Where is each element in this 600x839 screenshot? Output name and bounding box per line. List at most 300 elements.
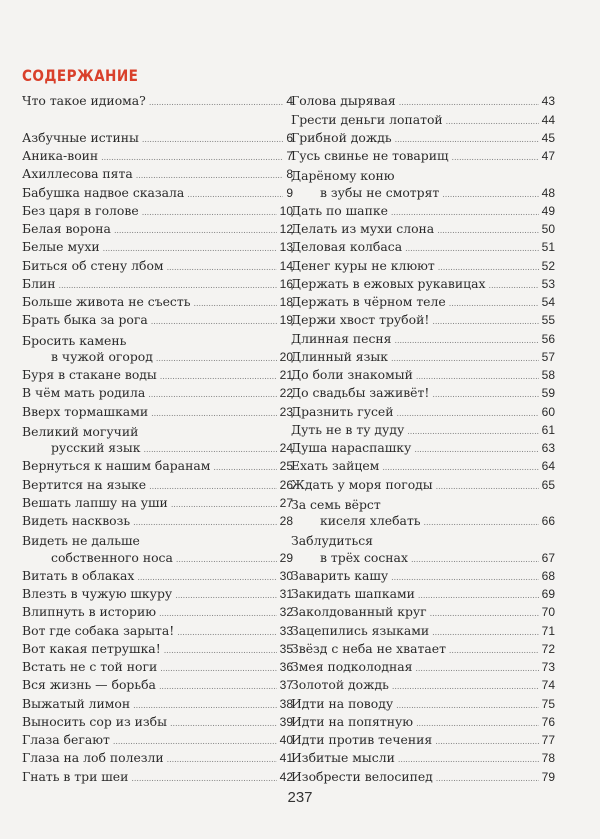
toc-row [22, 424, 293, 440]
toc-entry-title: Денег куры не клюют [291, 257, 435, 273]
toc-dot-leader [438, 258, 539, 276]
toc-entry-line [22, 550, 293, 568]
toc-entry-line [291, 240, 555, 258]
toc-entry-page: 68 [541, 568, 555, 583]
toc-entry-page: 70 [541, 605, 555, 620]
toc-dot-leader [213, 458, 276, 476]
toc-entry-page: 53 [541, 276, 555, 291]
toc-dot-leader [167, 258, 277, 276]
toc-row [22, 404, 293, 422]
toc-row [291, 385, 555, 403]
toc-row [291, 258, 555, 276]
toc-dot-leader [151, 312, 277, 330]
toc-dot-leader [436, 769, 539, 787]
toc-dot-leader [432, 385, 538, 403]
toc-row [22, 550, 293, 568]
toc-entry-title: в трёх соснах [320, 549, 408, 565]
toc-row [22, 714, 293, 732]
toc-dot-leader [149, 477, 277, 495]
toc-dot-leader [405, 239, 539, 257]
toc-dot-leader [177, 623, 276, 641]
toc-row [291, 604, 555, 622]
toc-entry-line [291, 514, 555, 532]
toc-entry-title: Вот какая петрушка! [22, 640, 161, 656]
toc-dot-leader [133, 696, 276, 714]
toc-row [291, 312, 555, 330]
toc-entry-title: Дарёному коню [291, 168, 395, 184]
toc-entry-title: Звёзд с неба не хватает [291, 640, 446, 656]
toc-entry-title: Белая ворона [22, 221, 111, 236]
toc-row [22, 769, 293, 787]
toc-entry-page: 51 [541, 240, 555, 255]
toc-row [22, 367, 293, 385]
toc-entry-page: 18 [279, 295, 293, 309]
toc-row [22, 333, 293, 349]
toc-row [291, 148, 555, 166]
toc-entry-line [22, 258, 293, 276]
toc-row [22, 276, 293, 294]
toc-entry-line [291, 131, 555, 149]
toc-row [22, 349, 293, 367]
toc-row [22, 221, 293, 239]
toc-entry-line [22, 477, 293, 495]
toc-entry-page: 21 [279, 368, 293, 382]
toc-row [22, 568, 293, 586]
toc-row [291, 239, 555, 257]
toc-entry-line [22, 331, 293, 349]
toc-entry-line [22, 587, 293, 605]
toc-entry-line [291, 368, 555, 386]
toc-dot-leader [137, 568, 276, 586]
toc-row [22, 533, 293, 549]
toc-dot-leader [103, 239, 277, 257]
toc-row [291, 294, 555, 312]
toc-row [291, 550, 555, 568]
toc-entry-line [22, 204, 293, 222]
toc-dot-leader [399, 93, 539, 111]
toc-entry-title: Держать в ежовых рукавицах [291, 275, 486, 291]
toc-entry-page: 32 [279, 605, 293, 620]
toc-entry-page: 49 [541, 203, 555, 218]
toc-entry-title: Выжатый лимон [22, 695, 131, 711]
toc-row [22, 294, 293, 312]
toc-entry-page: 77 [541, 733, 555, 747]
toc-entry-page: 4 [286, 94, 293, 109]
toc-row [22, 93, 293, 111]
toc-entry-line [291, 94, 555, 112]
toc-entry-title: Глаза на лоб полезли [22, 750, 164, 766]
toc-entry-line [22, 678, 293, 696]
toc-dot-leader [175, 586, 276, 604]
toc-dot-leader [193, 294, 276, 312]
toc-entry-line [291, 751, 555, 769]
toc-entry-title: За семь вёрст [291, 496, 381, 512]
toc-dot-leader [101, 148, 283, 166]
toc-entry-line [291, 660, 555, 678]
toc-entry-page: 57 [541, 349, 555, 364]
toc-dot-leader [149, 93, 283, 111]
toc-entry-title: Блин [22, 275, 56, 291]
toc-row [22, 604, 293, 622]
toc-dot-leader [167, 750, 277, 768]
toc-entry-title: Грести деньги лопатой [291, 111, 443, 127]
toc-entry-title: Гнать в три шеи [22, 768, 129, 784]
toc-entry-title: Изобрести велосипед [291, 768, 433, 784]
toc-entry-line [291, 605, 555, 623]
toc-entry-page: 50 [541, 222, 555, 236]
toc-entry-page: 79 [541, 769, 555, 784]
toc-entry-page: 20 [279, 349, 293, 364]
toc-entry-page: 12 [279, 222, 293, 236]
toc-row [291, 732, 555, 750]
toc-entry-line [291, 313, 555, 331]
toc-entry-title: Золотой дождь [291, 677, 389, 693]
toc-entry-line [22, 514, 293, 532]
toc-dot-leader [449, 641, 539, 659]
toc-entry-line [291, 167, 555, 185]
toc-dot-leader [160, 659, 276, 677]
toc-row [22, 732, 293, 750]
toc-dot-leader [136, 166, 284, 184]
toc-dot-leader [160, 367, 277, 385]
toc-dot-leader [416, 714, 539, 732]
toc-row [291, 422, 555, 440]
toc-dot-leader [396, 696, 538, 714]
toc-row [291, 714, 555, 732]
toc-row [291, 93, 555, 111]
toc-row [291, 533, 555, 549]
toc-entry-page: 25 [279, 459, 293, 474]
toc-row [291, 404, 555, 422]
toc-entry-page: 76 [541, 714, 555, 729]
toc-row [22, 696, 293, 714]
toc-entry-line [291, 623, 555, 641]
toc-entry-title: Встать не с той ноги [22, 659, 158, 674]
toc-entry-line [22, 112, 293, 149]
toc-entry-title: Аника-воин [22, 148, 99, 163]
toc-entry-line [291, 733, 555, 751]
toc-row [291, 677, 555, 695]
toc-entry-page: 9 [286, 185, 293, 200]
toc-entry-line [291, 258, 555, 276]
toc-row [291, 769, 555, 787]
toc-entry-line [22, 149, 293, 167]
toc-entry-page: 36 [279, 660, 293, 674]
toc-row [291, 168, 555, 184]
toc-row [291, 112, 555, 130]
toc-row [22, 641, 293, 659]
toc-entry-line [291, 696, 555, 714]
toc-row [22, 312, 293, 330]
toc-dot-leader [170, 714, 277, 732]
toc-row [291, 623, 555, 641]
toc-dot-leader [59, 276, 277, 294]
toc-entry-page: 44 [541, 112, 555, 127]
toc-entry-page: 42 [279, 769, 293, 784]
toc-entry-line [22, 404, 293, 422]
toc-entry-page: 43 [541, 94, 555, 109]
toc-entry-title: Вертится на языке [22, 476, 147, 492]
toc-entry-page: 71 [541, 623, 555, 638]
toc-entry-page: 27 [279, 495, 293, 510]
toc-row [291, 221, 555, 239]
toc-dot-leader [435, 732, 538, 750]
toc-entry-title: Дуть не в ту дуду [291, 421, 405, 437]
toc-dot-leader [397, 404, 539, 422]
toc-entry-title: Влезть в чужую шкуру [22, 586, 173, 601]
toc-entry-line [22, 733, 293, 751]
toc-entry-title: Закидать шапками [291, 586, 415, 601]
toc-entry-line [291, 277, 555, 295]
toc-entry-line [22, 240, 293, 258]
toc-entry-title: Зацепились языками [291, 622, 430, 638]
toc-row [291, 513, 555, 531]
toc-entry-line [291, 222, 555, 240]
toc-row [22, 440, 293, 458]
toc-entry-page: 40 [279, 733, 293, 747]
toc-row [291, 641, 555, 659]
toc-entry-title: Великий могучий [22, 423, 139, 439]
toc-entry-title: Держи хвост трубой! [291, 312, 430, 328]
toc-entry-page: 63 [541, 441, 555, 455]
toc-dot-leader [414, 440, 538, 458]
toc-entry-title: Что такое идиома? [22, 93, 146, 109]
toc-entry-page: 69 [541, 587, 555, 601]
toc-entry-page: 39 [279, 714, 293, 729]
toc-dot-leader [430, 604, 539, 622]
toc-entry-line [291, 642, 555, 660]
toc-entry-title: Выносить сор из избы [22, 713, 167, 729]
toc-entry-line [291, 496, 555, 514]
toc-entry-page: 38 [279, 696, 293, 711]
toc-entry-title: Азбучные истины [22, 129, 139, 145]
toc-entry-title: Глаза бегают [22, 732, 110, 747]
toc-dot-leader [407, 422, 538, 440]
toc-row [291, 458, 555, 476]
toc-dot-leader [391, 203, 539, 221]
toc-entry-title: Вот где собака зарыта! [22, 622, 175, 638]
toc-entry-line [22, 277, 293, 295]
toc-dot-leader [159, 604, 277, 622]
toc-dot-leader [131, 769, 276, 787]
toc-entry-line [291, 331, 555, 349]
toc-row [22, 203, 293, 221]
toc-dot-leader [382, 458, 538, 476]
toc-dot-leader [391, 568, 538, 586]
toc-entry-line [22, 185, 293, 203]
toc-entry-title: Без царя в голове [22, 202, 139, 218]
toc-entry-title: Гусь свинье не товарищ [291, 148, 449, 163]
contents-heading: СОДЕРЖАНИЕ [22, 66, 139, 85]
toc-entry-page: 60 [541, 404, 555, 419]
toc-entry-page: 8 [286, 167, 293, 182]
toc-entry-line [22, 569, 293, 587]
toc-entry-title: До боли знакомый [291, 367, 413, 382]
toc-entry-page: 66 [541, 514, 555, 528]
toc-entry-line [291, 185, 555, 203]
toc-entry-page: 64 [541, 459, 555, 474]
toc-entry-title: Заблудиться [291, 533, 373, 549]
toc-dot-leader [436, 477, 539, 495]
toc-entry-page: 65 [541, 477, 555, 492]
toc-entry-page: 28 [279, 514, 293, 528]
toc-entry-line [291, 587, 555, 605]
toc-column-left [22, 94, 293, 788]
toc-dot-leader [449, 294, 539, 312]
toc-row [291, 477, 555, 495]
toc-entry-line [291, 769, 555, 787]
toc-entry-title: Вешать лапшу на уши [22, 494, 168, 510]
toc-entry-page: 29 [279, 550, 293, 565]
toc-entry-line [22, 496, 293, 514]
toc-entry-page: 54 [541, 295, 555, 309]
toc-entry-page: 24 [279, 441, 293, 455]
toc-dot-leader [398, 750, 539, 768]
toc-dot-leader [113, 732, 277, 750]
toc-entry-page: 56 [541, 331, 555, 346]
toc-dot-leader [392, 677, 539, 695]
toc-entry-title: Ахиллесова пята [22, 166, 133, 182]
toc-entry-page: 19 [279, 313, 293, 328]
toc-dot-leader [437, 221, 538, 239]
toc-entry-line [291, 441, 555, 459]
toc-entry-title: Буря в стакане воды [22, 367, 157, 382]
toc-entry-page: 13 [279, 240, 293, 255]
toc-entry-title: До свадьбы заживёт! [291, 385, 430, 401]
toc-entry-page: 72 [541, 641, 555, 656]
toc-entry-title: Дать по шапке [291, 202, 388, 218]
toc-row [22, 623, 293, 641]
toc-dot-leader [171, 495, 277, 513]
toc-row [291, 203, 555, 221]
toc-entry-page: 48 [541, 185, 555, 200]
toc-row [22, 239, 293, 257]
toc-entry-page: 10 [279, 203, 293, 218]
toc-dot-leader [133, 513, 277, 531]
toc-entry-page: 67 [541, 550, 555, 565]
toc-entry-page: 78 [541, 751, 555, 766]
toc-entry-page: 7 [286, 149, 293, 163]
toc-entry-line [22, 368, 293, 386]
toc-entry-line [291, 532, 555, 550]
toc-entry-page: 73 [541, 660, 555, 674]
toc-entry-page: 52 [541, 258, 555, 273]
toc-dot-leader [418, 586, 539, 604]
toc-row [291, 696, 555, 714]
toc-dot-leader [142, 130, 283, 148]
toc-entry-line [22, 696, 293, 714]
toc-entry-line [22, 660, 293, 678]
toc-dot-leader [424, 513, 539, 531]
toc-dot-leader [164, 641, 277, 659]
toc-row [291, 659, 555, 677]
toc-row [291, 568, 555, 586]
toc-entry-title: Дразнить гусей [291, 403, 394, 419]
toc-entry-line [291, 550, 555, 568]
toc-entry-page: 55 [541, 313, 555, 328]
toc-entry-page: 37 [279, 678, 293, 693]
toc-entry-title: Избитые мысли [291, 750, 395, 766]
toc-entry-line [291, 204, 555, 222]
toc-entry-line [22, 386, 293, 404]
toc-entry-line [22, 313, 293, 331]
toc-dot-leader [415, 659, 538, 677]
toc-dot-leader [416, 367, 539, 385]
toc-row [22, 130, 293, 148]
toc-row [291, 349, 555, 367]
page-number: 237 [287, 789, 313, 806]
toc-entry-line [22, 167, 293, 185]
toc-entry-page: 58 [541, 368, 555, 382]
toc-entry-title: Вся жизнь — борьба [22, 677, 156, 693]
toc-dot-leader [156, 349, 277, 367]
toc-row [291, 586, 555, 604]
toc-entry-line [22, 350, 293, 368]
toc-entry-title: Ждать у моря погоды [291, 476, 433, 492]
toc-entry-title: Брать быка за рога [22, 312, 148, 328]
toc-entry-line [291, 112, 555, 130]
toc-dot-leader [394, 331, 538, 349]
toc-entry-title: Бабушка надвое сказала [22, 184, 185, 200]
toc-entry-line [291, 715, 555, 733]
toc-row [22, 659, 293, 677]
toc-row [291, 497, 555, 513]
toc-entry-title: Видеть не дальше [22, 533, 140, 549]
toc-row [291, 367, 555, 385]
toc-row [22, 513, 293, 531]
toc-entry-page: 26 [279, 477, 293, 492]
toc-entry-page: 33 [279, 623, 293, 638]
toc-entry-page: 16 [279, 276, 293, 291]
toc-row [22, 148, 293, 166]
toc-entry-line [22, 715, 293, 733]
toc-dot-leader [432, 312, 538, 330]
toc-dot-leader [148, 385, 276, 403]
toc-entry-title: Видеть насквозь [22, 513, 131, 528]
toc-entry-title: Грибной дождь [291, 129, 392, 145]
toc-dot-leader [159, 677, 277, 695]
toc-row [22, 750, 293, 768]
toc-entry-line [22, 769, 293, 787]
toc-dot-leader [151, 404, 277, 422]
toc-entry-title: русский язык [51, 440, 141, 455]
toc-entry-title: Вверх тормашками [22, 403, 149, 419]
toc-entry-title: собственного носа [51, 549, 173, 565]
toc-entry-line [291, 404, 555, 422]
toc-row [22, 258, 293, 276]
toc-entry-title: Делать из мухи слона [291, 221, 435, 236]
toc-entry-line [291, 569, 555, 587]
toc-entry-page: 31 [279, 587, 293, 601]
toc-entry-line [22, 623, 293, 641]
toc-dot-leader [143, 440, 276, 458]
toc-entry-line [22, 751, 293, 769]
toc-dot-leader [391, 349, 539, 367]
toc-entry-line [22, 459, 293, 477]
toc-column-right [291, 94, 555, 788]
toc-entry-line [22, 295, 293, 313]
toc-dot-leader [142, 203, 277, 221]
toc-dot-leader [395, 130, 539, 148]
toc-dot-leader [114, 221, 277, 239]
toc-entry-line [22, 605, 293, 623]
toc-entry-title: Бросить камень [22, 332, 127, 348]
toc-entry-line [291, 386, 555, 404]
toc-row [22, 385, 293, 403]
toc-entry-title: Держать в чёрном теле [291, 294, 446, 309]
toc-entry-line [291, 149, 555, 167]
toc-row [291, 331, 555, 349]
